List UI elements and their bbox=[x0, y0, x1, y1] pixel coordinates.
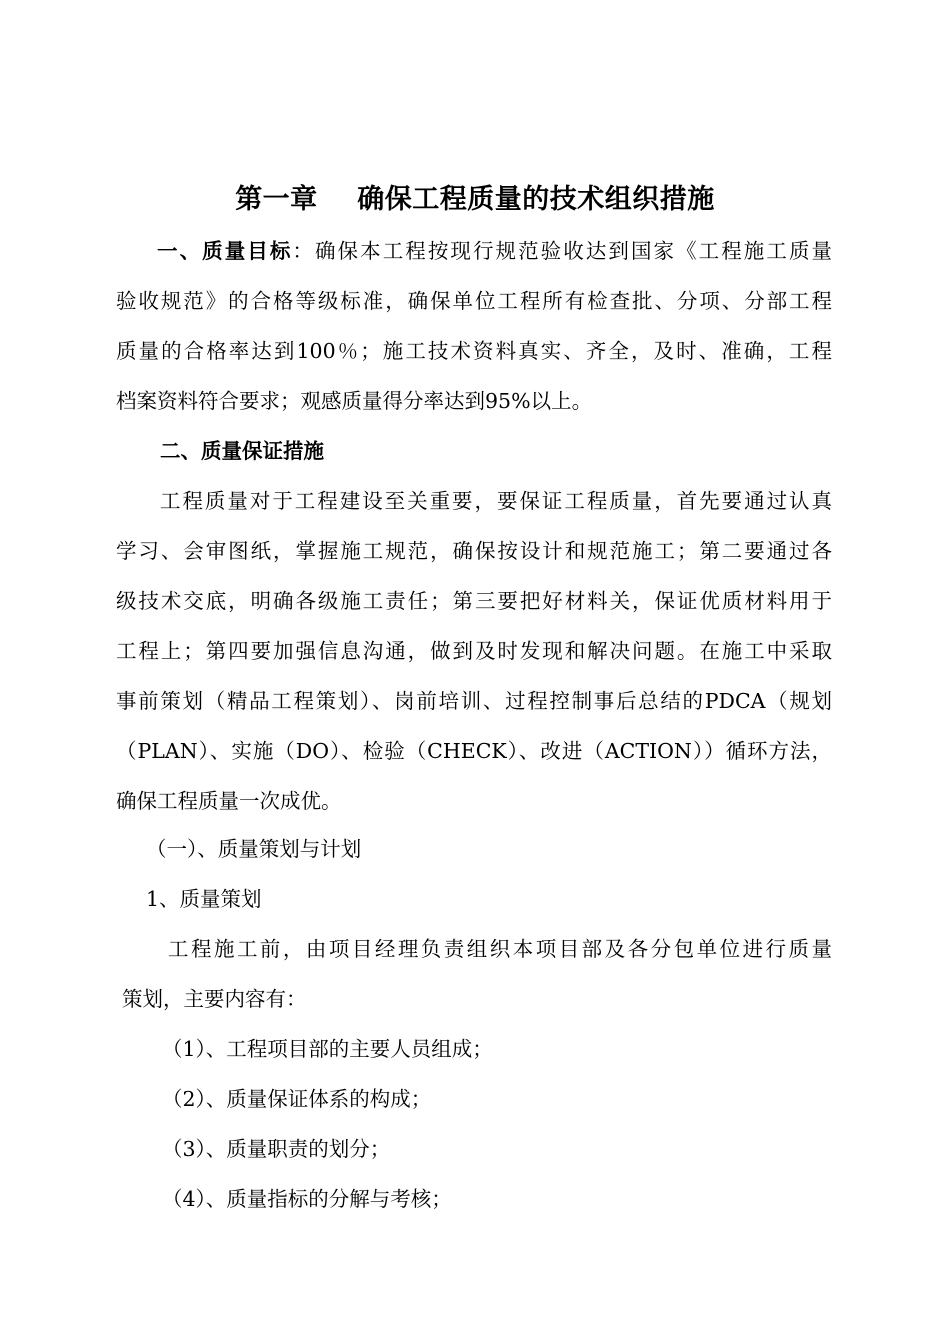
section1-line-3: 质量的合格率达到100％；施工技术资料真实、齐全，及时、准确，工程 bbox=[116, 339, 832, 363]
chapter-title: 第一章 确保工程质量的技术组织措施 bbox=[235, 184, 715, 215]
list-item: （4）、质量指标的分解与考核； bbox=[162, 1187, 452, 1211]
section2-line-7: 确保工程质量一次成优。 bbox=[116, 789, 342, 813]
section1-line-2: 验收规范》的合格等级标准，确保单位工程所有检查批、分项、分部工程 bbox=[116, 289, 832, 313]
section2-line-2: 学习、会审图纸，掌握施工规范，确保按设计和规范施工；第二要通过各 bbox=[116, 539, 832, 563]
subsection1-line-1: 工程施工前，由项目经理负责组织本项目部及各分包单位进行质量 bbox=[168, 937, 832, 961]
list-item: （1）、工程项目部的主要人员组成； bbox=[162, 1037, 493, 1061]
subsection1-line-2: 策划，主要内容有： bbox=[122, 987, 307, 1011]
section1-heading: 一、质量目标 bbox=[157, 239, 293, 263]
section2-line-6: （PLAN）、实施（DO）、检验（CHECK）、改进（ACTION））循环方法， bbox=[116, 739, 832, 763]
list-item: （3）、质量职责的划分； bbox=[162, 1137, 391, 1161]
section2-line-5: 事前策划（精品工程策划）、岗前培训、过程控制事后总结的PDCA（规划 bbox=[116, 689, 832, 713]
section2-heading: 二、质量保证措施 bbox=[160, 439, 324, 463]
section2-line-1: 工程质量对于工程建设至关重要，要保证工程质量，首先要通过认真 bbox=[160, 489, 832, 513]
item-heading-quality-planning: 1、质量策划 bbox=[146, 887, 262, 911]
section2-line-3: 级技术交底，明确各级施工责任；第三要把好材料关，保证优质材料用于 bbox=[116, 589, 832, 613]
list-item: （2）、质量保证体系的构成； bbox=[162, 1087, 432, 1111]
section1-line-1 bbox=[116, 236, 832, 266]
section1-text-1: ：确保本工程按现行规范验收达到国家《工程施工质量 bbox=[292, 239, 833, 263]
section1-line-4: 档案资料符合要求；观感质量得分率达到95%以上。 bbox=[116, 389, 593, 413]
section2-line-4: 工程上；第四要加强信息沟通，做到及时发现和解决问题。在施工中采取 bbox=[116, 639, 832, 663]
subsection1-heading: （一）、质量策划与计划 bbox=[146, 837, 362, 861]
